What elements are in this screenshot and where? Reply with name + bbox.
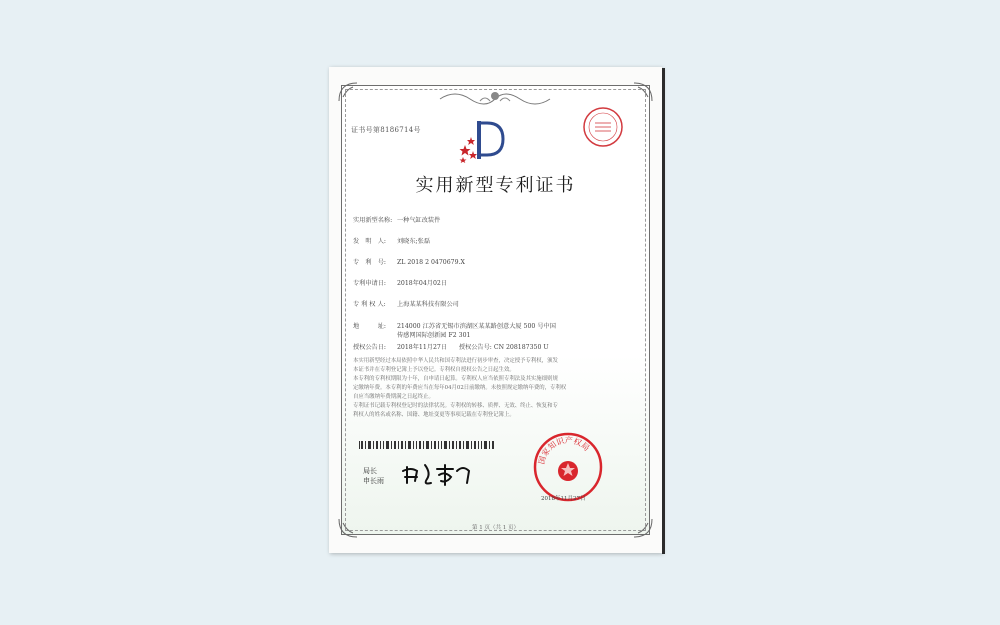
body-line: 专利证书记载专利权登记时的法律状况。专利权的转移、质押、无效、终止、恢复和专: [353, 403, 558, 409]
page-footer: 第 1 页（共 1 页）: [472, 525, 519, 531]
body-line: 本专利的专利权期限为十年，自申请日起算。专利权人应当依照专利法及其实施细则规: [353, 376, 558, 382]
certificate-title: 实用新型专利证书: [415, 175, 576, 196]
patent-office-emblem-icon: [457, 117, 507, 163]
field-address-line2: 传感网国际创新园 F2 301: [397, 332, 471, 339]
field-application-date: 专利申请日: 2018年04月02日: [353, 280, 448, 287]
director-signature: [401, 459, 491, 489]
field-patent-number: 专 利 号: ZL 2018 2 0470679.X: [353, 259, 465, 266]
certificate-body: [353, 357, 636, 420]
top-ornament-icon: [435, 89, 555, 105]
body-line: 本实用新型经过本局依照中华人民共和国专利法进行初步审查，决定授予专利权，颁发: [353, 358, 558, 364]
svg-text:国家知识产权局: 国家知识产权局: [537, 435, 592, 466]
corner-ornament-icon: [632, 81, 654, 103]
national-ip-office-seal-icon: [532, 431, 604, 503]
seal-date: 2018年11月27日: [541, 496, 586, 502]
body-line: 利权人的姓名或名称、国籍、地址变更等事项记载在专利登记簿上。: [353, 412, 515, 418]
field-name: 实用新型名称: 一种气缸改装件: [353, 217, 441, 224]
field-patentee: 专 利 权 人: 上海某某科技有限公司: [353, 301, 459, 308]
registration-seal-icon: [581, 105, 625, 149]
field-inventor: 发 明 人: 刘晓东;张磊: [353, 238, 431, 245]
body-line: 自应当缴纳年费期满之日起终止。: [353, 394, 434, 400]
corner-ornament-icon: [337, 81, 359, 103]
certificate-sheet: [329, 67, 662, 553]
field-grant-date: 授权公告日: 2018年11月27日 授权公告号: CN 208187350 U: [353, 344, 549, 351]
director-title: 局长: [363, 467, 377, 475]
director-name: 申长雨: [363, 477, 384, 485]
field-address: 地 址: 214000 江苏省无锡市滨湖区某某路创意大厦 500 号中国: [353, 323, 556, 330]
body-line: 本证书并在专利登记簿上予以登记。专利权自授权公告之日起生效。: [353, 367, 515, 373]
paper-edge: [662, 68, 665, 554]
body-line: 定缴纳年费。本专利的年费应当在每年04月02日前缴纳。未按照规定缴纳年费的，专利权: [353, 385, 567, 391]
certificate-number: 证书号第8186714号: [351, 126, 421, 134]
barcode-icon: [359, 441, 495, 449]
